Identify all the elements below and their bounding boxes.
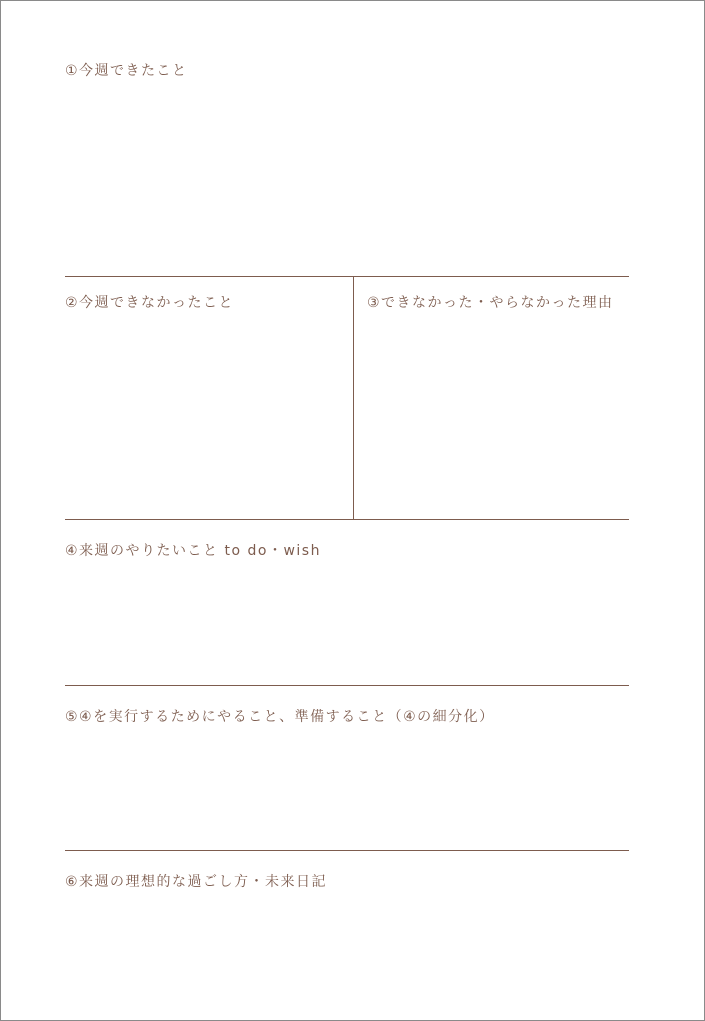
- section-5-heading: ⑤④を実行するためにやること、準備すること（④の細分化）: [65, 709, 495, 725]
- section-2-heading: ②今週できなかったこと: [65, 295, 235, 311]
- section-1-heading: ①今週できたこと: [65, 63, 188, 79]
- divider-3: [65, 685, 629, 686]
- divider-2: [65, 519, 629, 520]
- divider-1: [65, 276, 629, 277]
- section-3-heading: ③できなかった・やらなかった理由: [367, 295, 614, 311]
- divider-4: [65, 850, 629, 851]
- vertical-divider: [353, 276, 354, 520]
- section-4-heading: ④来週のやりたいこと to do・wish: [65, 543, 321, 559]
- section-6-heading: ⑥来週の理想的な過ごし方・未来日記: [65, 874, 328, 890]
